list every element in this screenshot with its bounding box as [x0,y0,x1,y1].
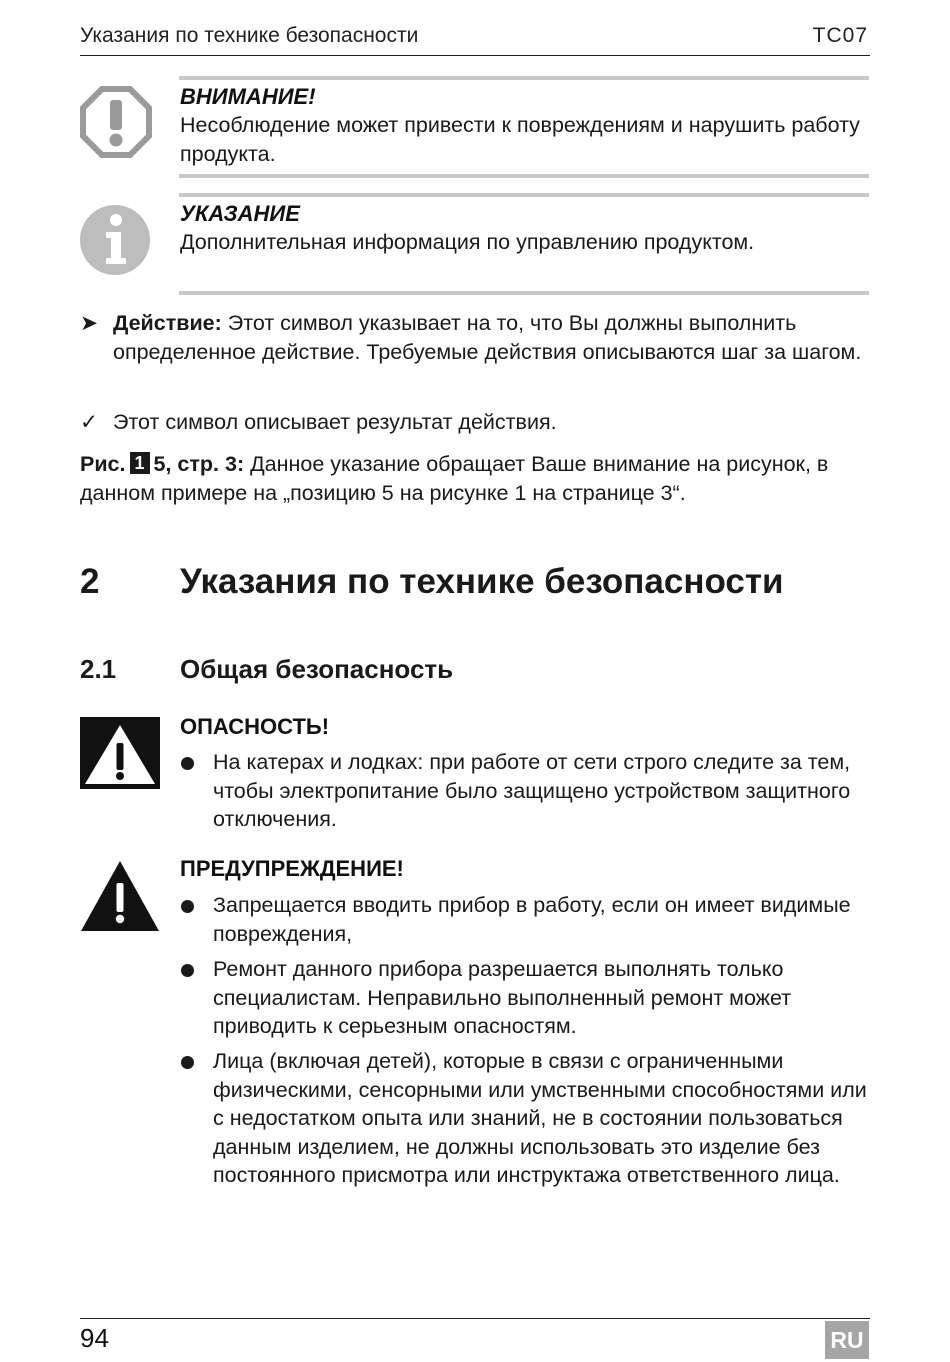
attention-title: ВНИМАНИЕ! [180,84,316,109]
subsection-number: 2.1 [80,654,117,684]
section-number: 2 [80,562,100,601]
warning-item: Лица (включая детей), которые в связи с ограниченными физическими, сенсорными или умственными способностями или с недостатком опыта или знаний, не в состоянии пользоваться данным изделием, не должны использовать это изделие без постоянного присмотра или инструктажа ответственного лица. [213,1049,867,1187]
subsection-title: Общая безопасность [180,654,454,684]
warning-item: Запрещается вводить прибор в работу, если он имеет видимые повреждения, [213,893,851,946]
warning-title: ПРЕДУПРЕЖДЕНИЕ! [180,856,404,881]
section-title: Указания по технике безопасности [180,562,784,601]
attention-text: Несоблюдение может привести к повреждениям и нарушить работу продукта. [180,113,860,166]
action-text: Этот символ указывает на то, что Вы должны выполнить определенное действие. Требуемые действия описываются шаг за шагом. [113,311,862,364]
info-title: УКАЗАНИЕ [180,201,300,226]
figure-lead-prefix: Рис. [80,452,126,476]
attention-top-rule [179,76,869,80]
action-description [113,309,865,366]
header-rule [80,55,870,56]
figure-reference [80,450,866,507]
running-header-title: Указания по технике безопасности [80,24,419,47]
info-top-rule [179,193,869,197]
danger-triangle-icon [80,717,160,789]
bullet-icon [181,964,194,977]
danger-item: На катерах и лодках: при работе от сети строго следите за тем, чтобы электропитание было защищено устройством защитного отключения. [213,750,851,831]
bullet-icon [181,1056,194,1069]
warning-item: Ремонт данного прибора разрешается выполнять только специалистам. Неправильно выполненный ремонт может приводить к серьезным опасностям. [213,957,792,1038]
info-icon [79,204,151,276]
bullet-icon [181,757,194,770]
running-header-model: TC07 [812,24,868,47]
attention-bottom-rule [179,174,869,178]
info-text: Дополнительная информация по управлению продуктом. [180,230,755,254]
footer-rule [80,1318,870,1319]
page-number: 94 [80,1323,109,1353]
action-arrow-icon: ➤ [80,311,99,335]
exclamation-octagon-icon [80,86,152,158]
danger-title: ОПАСНОСТЬ! [180,714,330,739]
figure-reference-text: Данное указание обращает Ваше внимание на рисунок, в данном примере на „позицию 5 на рисунке 1 на странице 3“. [80,452,829,505]
figure-lead-suffix: 5, стр. 3: [153,452,245,476]
result-check-icon: ✓ [80,410,99,434]
result-text: Этот символ описывает результат действия. [113,410,557,434]
warning-triangle-icon [80,860,160,932]
language-tab: RU [825,1321,869,1359]
figure-number-badge: 1 [130,452,150,474]
action-lead: Действие: [113,311,222,335]
bullet-icon [181,900,194,913]
info-bottom-rule [179,291,869,295]
